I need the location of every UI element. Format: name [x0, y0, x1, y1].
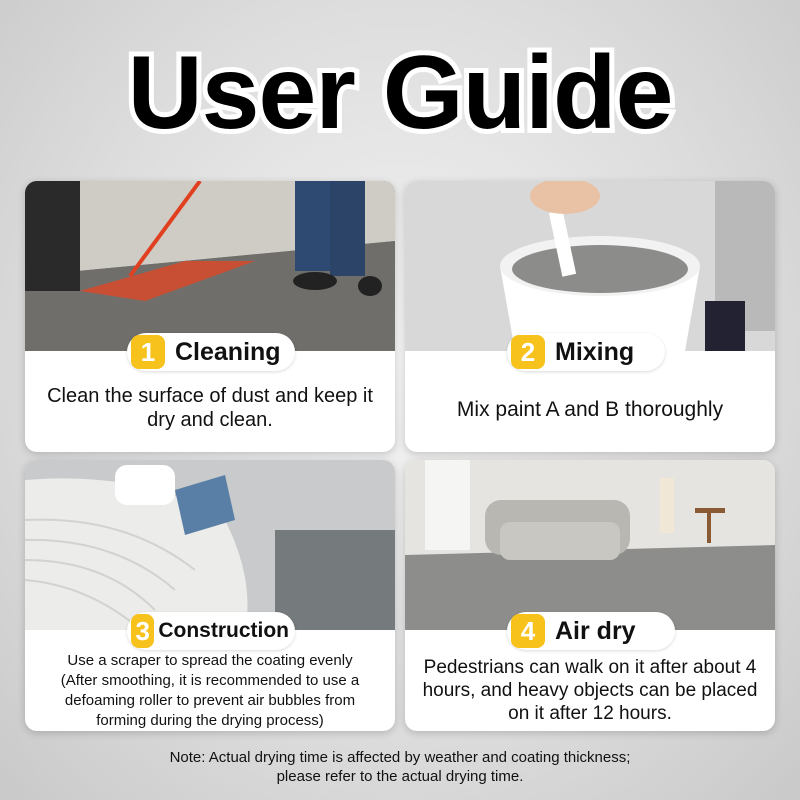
- mixing-photo: [405, 181, 775, 351]
- step-2-label: Mixing: [555, 337, 635, 366]
- step-3-description: Use a scraper to spread the coating evenly (After smoothing, it is recommended to use a defoaming roller to prevent air bubbles from forming during the drying process): [60, 652, 360, 729]
- step-1-label: Cleaning: [175, 337, 281, 366]
- step-card-construction: [25, 460, 395, 731]
- step-card-cleaning: [25, 181, 395, 452]
- page-title: User Guide: [127, 35, 673, 151]
- air-dry-photo: [405, 460, 775, 630]
- step-3-label: Construction: [158, 619, 289, 642]
- step-3-label-pill: [127, 612, 295, 650]
- step-card-air-dry: [405, 460, 775, 731]
- step-card-mixing: [405, 181, 775, 452]
- step-2-label-pill: [507, 333, 665, 371]
- note-line-1: Note: Actual drying time is affected by weather and coating thickness;: [169, 749, 631, 766]
- step-1-description: Clean the surface of dust and keep it dry and clean.: [47, 385, 373, 431]
- construction-photo: [25, 460, 395, 630]
- step-4-label-pill: [507, 612, 675, 650]
- step-4-badge: 4: [511, 614, 545, 648]
- step-4-description: Pedestrians can walk on it after about 4 hours, and heavy objects can be placed on it after 12 hours.: [422, 657, 758, 724]
- note-line-2: please refer to the actual drying time.: [276, 768, 524, 785]
- step-2-description: Mix paint A and B thoroughly: [456, 398, 724, 421]
- drying-time-note: [0, 748, 800, 786]
- cleaning-photo: [25, 181, 395, 351]
- step-2-badge: 2: [511, 335, 545, 369]
- step-4-label: Air dry: [555, 616, 636, 645]
- step-1-badge: 1: [131, 335, 165, 369]
- step-3-badge: 3: [131, 614, 154, 648]
- step-1-label-pill: [127, 333, 295, 371]
